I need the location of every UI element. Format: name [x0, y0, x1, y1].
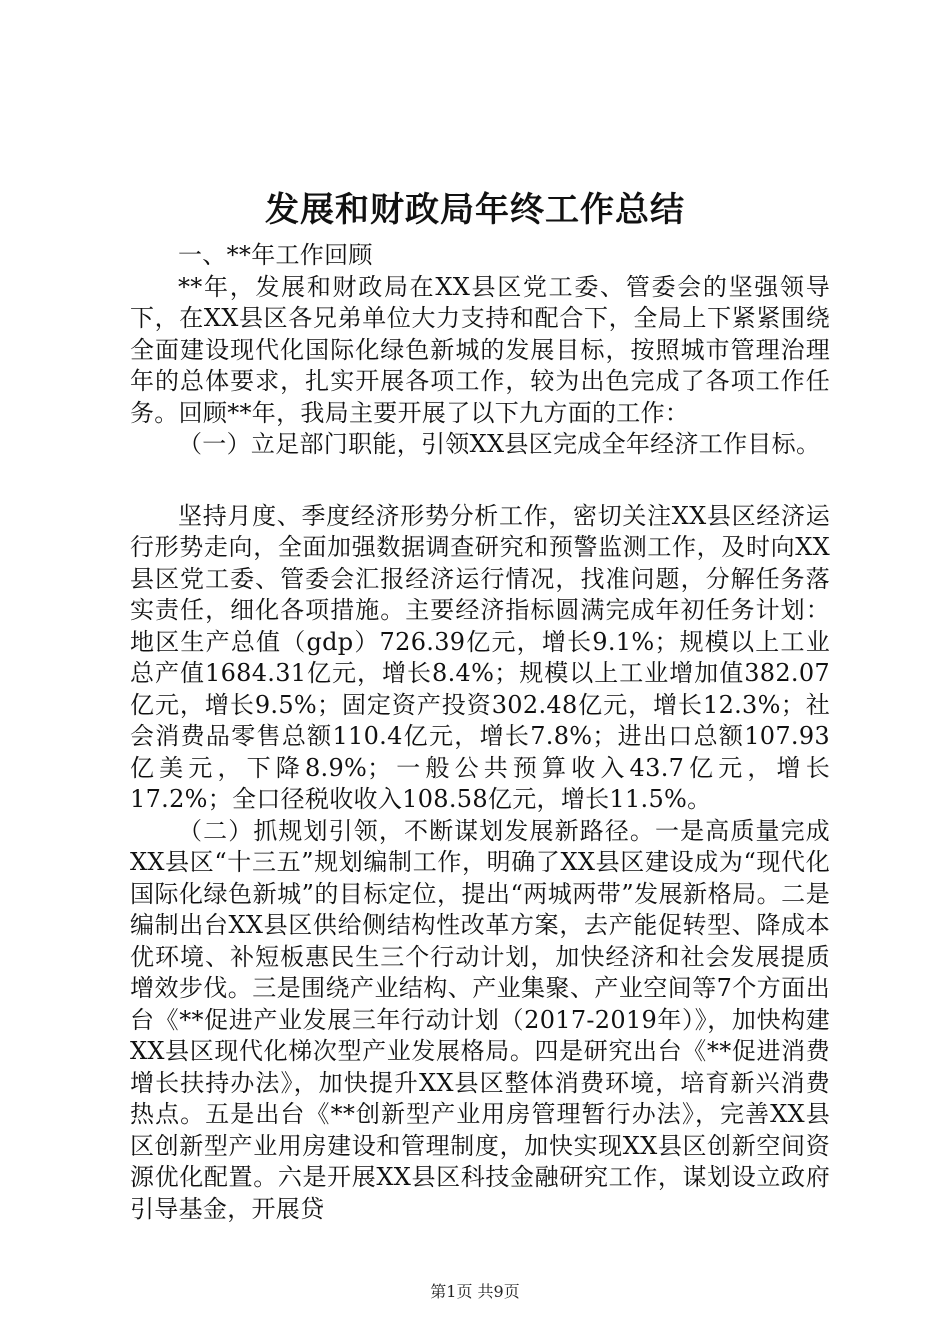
document-title: 发展和财政局年终工作总结 [265, 190, 685, 230]
document-body [130, 240, 830, 1225]
subsection-heading: （一）立足部门职能，引领XX县区完成全年经济工作目标。 [178, 430, 821, 458]
section-heading: 一、**年工作回顾 [178, 241, 373, 269]
paragraph: **年，发展和财政局在XX县区党工委、管委会的坚强领导下，在XX县区各兄弟单位大力支持和配合下，全局上下紧紧围绕全面建设现代化国际化绿色新城的发展目标，按照城市管理治理年的总体要求，扎实开展各项工作，较为出色完成了各项工作任务。回顾**年，我局主要开展了以下九方面的工作： [130, 272, 830, 427]
paragraph: （二）抓规划引领，不断谋划发展新路径。一是高质量完成XX县区“十三五”规划编制工作，明确了XX县区建设成为“现代化国际化绿色新城”的目标定位，提出“两城两带”发展新格局。二是编制出台XX县区供给侧结构性改革方案，去产能促转型、降成本优环境、补短板惠民生三个行动计划，加快经济和社会发展提质增效步伐。三是围绕产业结构、产业集聚、产业空间等7个方面出台《**促进产业发展三年行动计划（2017-2019年）》，加快构建XX县区现代化梯次型产业发展格局。四是研究出台《**促进消费增长扶持办法》，加快提升XX县区整体消费环境，培育新兴消费热点。五是出台《**创新型产业用房管理暂行办法》，完善XX县区创新型产业用房建设和管理制度，加快实现XX县区创新空间资源优化配置。六是开展XX县区科技金融研究工作，谋划设立政府引导基金，开展贷 [130, 816, 830, 1223]
paragraph: 坚持月度、季度经济形势分析工作，密切关注XX县区经济运行形势走向，全面加强数据调查研究和预警监测工作，及时向XX县区党工委、管委会汇报经济运行情况，找准问题，分解任务落实责任，细化各项措施。主要经济指标圆满完成年初任务计划：地区生产总值（gdp）726.39亿元，增长9.1%；规模以上工业总产值1684.31亿元，增长8.4%；规模以上工业增加值382.07亿元，增长9.5%；固定资产投资302.48亿元，增长12.3%；社会消费品零售总额110.4亿元，增长7.8%；进出口总额107.93亿美元，下降8.9%；一般公共预算收入43.7亿元，增长17.2%；全口径税收收入108.58亿元，增长11.5%。 [130, 501, 830, 813]
page-footer: 第1页 共9页 [430, 1282, 520, 1301]
